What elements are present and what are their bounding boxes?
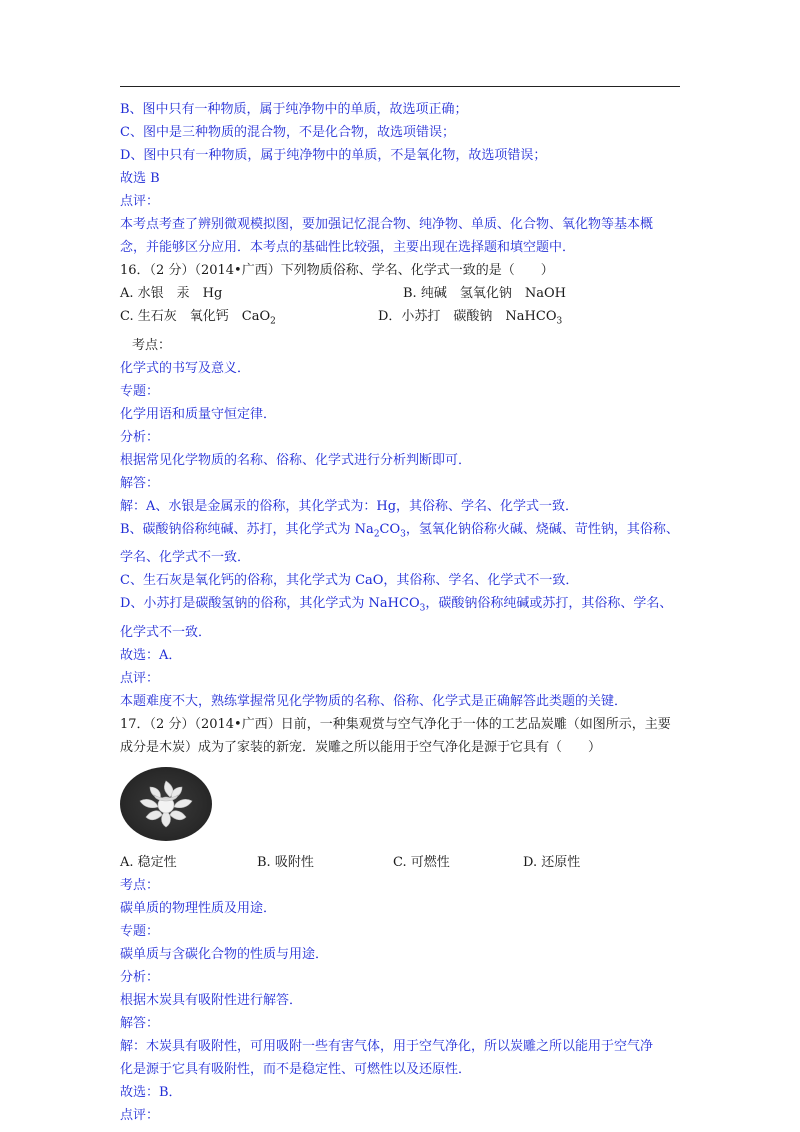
q17-kaodian-label: 考点： — [120, 877, 160, 893]
q16-option-a: A. 水银 汞 Hg — [120, 286, 223, 301]
q16-jieda-b-post: ，氢氧化钠俗称火碱、烧碱、苛性钠，其俗称、 — [405, 521, 679, 537]
q16-fenxi-label: 分析： — [120, 429, 160, 445]
q15-option-c-explanation: C、图中是三种物质的混合物，不是化合物，故选项错误； — [120, 125, 455, 140]
q16-comment: 本题难度不大，熟练掌握常见化学物质的名称、俗称、化学式是正确解答此类题的关键． — [120, 693, 628, 709]
q17-option-d: D. 还原性 — [523, 854, 581, 870]
q16-comment-label: 点评： — [120, 670, 160, 686]
q16-kaodian: 化学式的书写及意义． — [120, 360, 251, 376]
q16-option-c-subscript: 2 — [270, 316, 276, 327]
q16-options-row-2 — [120, 305, 685, 334]
q16-option-c-text: C. 生石灰 氧化钙 CaO — [120, 309, 271, 324]
q16-stem: 16．（2 分）（2014•广西）下列物质俗称、学名、化学式一致的是（ ） — [120, 263, 554, 278]
q16-option-d-subscript: 3 — [556, 316, 563, 327]
q16-jieda-label: 解答： — [120, 475, 160, 491]
q17-option-c: C. 可燃性 — [393, 854, 450, 870]
q16-kaodian-label: 考点： — [132, 337, 172, 353]
q16-jieda-d-line-2: 化学式不一致． — [120, 624, 212, 640]
q15-comment-line-2: 念，并能够区分应用．本考点的基础性比较强，主要出现在选择题和填空题中． — [120, 240, 576, 255]
q17-jieda-line-1: 解：木炭具有吸附性，可用吸附一些有害气体，用于空气净化，所以炭雕之所以能用于空气净 — [120, 1038, 654, 1054]
q17-stem-line-1: 17．（2 分）（2014•广西）日前，一种集观赏与空气净化于一体的工艺品炭雕（如图所示，主要 — [120, 716, 671, 732]
q17-options-row — [120, 851, 685, 874]
q15-answer: 故选 B — [120, 171, 160, 186]
q16-jieda-b-pre: B、碳酸钠俗称纯碱、苏打，其化学式为 Na — [120, 521, 374, 537]
header-rule — [120, 86, 680, 87]
q16-jieda-d-sub: 3 — [419, 603, 426, 614]
q17-zhuanti: 碳单质与含碳化合物的性质与用途． — [120, 946, 329, 962]
q16-jieda-c: C、生石灰是氧化钙的俗称，其化学式为 CaO，其俗称、学名、化学式不一致． — [120, 573, 579, 589]
q17-jieda-line-2: 化是源于它具有吸附性，而不是稳定性、可燃性以及还原性． — [120, 1061, 472, 1077]
flower-carving-icon — [120, 767, 212, 841]
q16-jieda-b-sub-1: 2 — [373, 529, 380, 540]
q16-option-c — [120, 305, 378, 334]
q16-jieda-d-post: ，碳酸钠俗称纯碱或苏打，其俗称、学名、 — [425, 596, 673, 612]
q17-zhuanti-label: 专题： — [120, 923, 160, 939]
q17-stem-line-2: 成分是木炭）成为了家装的新宠．炭雕之所以能用于空气净化是源于它具有（ ） — [120, 739, 602, 755]
q17-option-a: A. 稳定性 — [120, 854, 177, 870]
q16-jieda-b-line-1 — [120, 518, 685, 547]
q15-option-b-explanation: B、图中只有一种物质，属于纯净物中的单质，故选项正确； — [120, 102, 468, 117]
q16-jieda-a: 解：A、水银是金属汞的俗称，其化学式为：Hg，其俗称、学名、化学式一致． — [120, 498, 579, 514]
charcoal-carving-image — [120, 767, 212, 841]
q17-answer: 故选：B． — [120, 1084, 182, 1100]
q17-kaodian: 碳单质的物理性质及用途． — [120, 900, 277, 916]
q17-fenxi: 根据木炭具有吸附性进行解答． — [120, 992, 303, 1008]
q17-option-b: B. 吸附性 — [257, 854, 314, 870]
q16-option-d-text: D．小苏打 碳酸钠 NaHCO — [378, 309, 557, 324]
q16-jieda-b-line-2: 学名、化学式不一致． — [120, 550, 251, 566]
q15-comment-label: 点评： — [120, 194, 160, 209]
q16-option-b: B. 纯碱 氢氧化钠 NaOH — [403, 286, 566, 301]
q16-answer: 故选：A． — [120, 647, 182, 663]
q15-comment-line-1: 本考点考查了辨别微观模拟图，要加强记忆混合物、纯净物、单质、化合物、氧化物等基本概 — [120, 217, 654, 232]
q16-jieda-d-pre: D、小苏打是碳酸氢钠的俗称，其化学式为 NaHCO — [120, 596, 420, 612]
q17-figure — [120, 767, 685, 845]
q17-comment-label: 点评： — [120, 1107, 160, 1123]
q16-zhuanti: 化学用语和质量守恒定律． — [120, 406, 277, 422]
document-content — [120, 98, 685, 1127]
q16-jieda-b-mid: CO — [379, 521, 401, 537]
q17-jieda-label: 解答： — [120, 1015, 160, 1031]
q16-jieda-b-sub-2: 3 — [400, 529, 406, 540]
q15-option-d-explanation: D、图中只有一种物质，属于纯净物中的单质，不是氧化物，故选项错误； — [120, 148, 547, 163]
q16-zhuanti-label: 专题： — [120, 383, 160, 399]
q16-fenxi: 根据常见化学物质的名称、俗称、化学式进行分析判断即可． — [120, 452, 472, 468]
q16-options-row-1 — [120, 282, 685, 305]
q17-fenxi-label: 分析： — [120, 969, 160, 985]
q16-option-d — [378, 305, 562, 334]
q16-jieda-d-line-1 — [120, 592, 685, 621]
